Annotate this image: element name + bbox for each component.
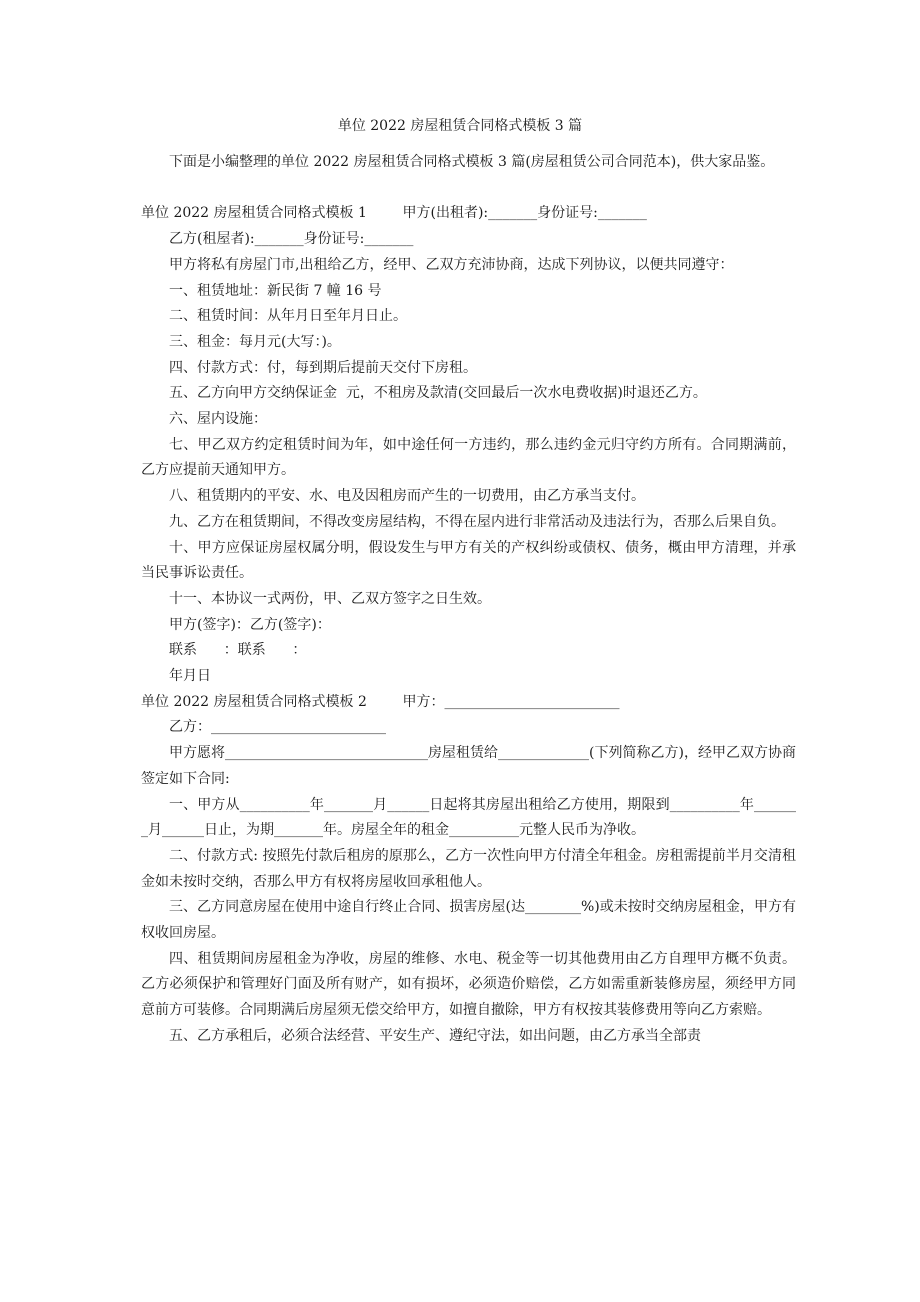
template1-clause: 三、租金：每月元(大写：)。	[169, 333, 341, 350]
spacer	[141, 176, 796, 202]
template1-clause: 八、租赁期内的平安、水、电及因租房而产生的一切费用，由乙方承当支付。	[169, 488, 645, 505]
template2-clause: 三、乙方同意房屋在使用中途自行终止合同、损害房屋(达________%)或未按时交纳房屋租金，甲方有权收回房屋。	[141, 899, 796, 942]
template1-clause: 九、乙方在租赁期间，不得改变房屋结构，不得在屋内进行非常活动及违法行为，否那么后果自负。	[169, 513, 785, 530]
template1-preamble: 甲方将私有房屋门市,出租给乙方，经甲、乙双方充沛协商，达成下列协议，以便共同遵守：	[169, 256, 734, 273]
template1-clause: 七、甲乙双方约定租赁时间为年，如中途任何一方违约，那么违约金元归守约方所有。合同期满前，乙方应提前天通知甲方。	[141, 436, 796, 479]
template1-date: 年月日	[169, 668, 211, 685]
intro-paragraph: 下面是小编整理的单位 2022 房屋租赁合同格式模板 3 篇(房屋租赁公司合同范本)，供大家品鉴。	[169, 154, 775, 170]
template2-clause: 一、甲方从__________年_______月______日起将其房屋出租给乙方使用，期限到__________年_______月______日止，为期_______年。房屋全年的租金__________元整人民币为净收。	[141, 796, 796, 839]
template2-clause: 二、付款方式: 按照先付款后租房的原那么，乙方一次性向甲方付清全年租金。房租需提前半月交清租金如未按时交纳，否那么甲方有权将房屋收回承租他人。	[141, 847, 796, 890]
template2-clause: 五、乙方承租后，必须合法经营、平安生产、遵纪守法，如出问题，由乙方承当全部责	[169, 1027, 701, 1044]
template1-clause: 六、屋内设施：	[169, 411, 267, 428]
template1-party-b: 乙方(租屋者):_______身份证号:_______	[169, 231, 414, 248]
template1-clause: 五、乙方向甲方交纳保证金 元，不租房及款清(交回最后一次水电费收据)时退还乙方。	[169, 385, 707, 402]
template2-party-b: 乙方：_________________________	[169, 719, 386, 736]
template1-clause: 十、甲方应保证房屋权属分明，假设发生与甲方有关的产权纠纷或债权、债务，概由甲方清理，并承当民事诉讼责任。	[141, 539, 796, 582]
template1-signatures: 甲方(签字)：乙方(签字)：	[169, 616, 331, 633]
template2-clause: 四、租赁期间房屋租金为净收，房屋的维修、水电、税金等一切其他费用由乙方自理甲方概不负责。乙方必须保护和管理好门面及所有财产，如有损坏，必须造价赔偿，乙方如需重新装修房屋，须经甲方同意前方可装修。合同期满后房屋须无偿交给甲方，如擅自撤除，甲方有权按其装修费用等向乙方索赔。	[141, 950, 796, 1019]
template2-preamble: 甲方愿将_____________________________房屋租赁给_____________(下列简称乙方)，经甲乙双方协商签定如下合同:	[141, 745, 796, 787]
document-body	[141, 150, 796, 1050]
template1-clause: 四、付款方式：付，每到期后提前天交付下房租。	[169, 359, 477, 376]
template1-clause: 十一、本协议一式两份，甲、乙双方签字之日生效。	[169, 590, 491, 607]
template1-heading: 单位 2022 房屋租赁合同格式模板 1 甲方(出租者):_______身份证号:_______	[141, 205, 647, 222]
template2-heading: 单位 2022 房屋租赁合同格式模板 2 甲方：_________________________	[141, 693, 620, 710]
template1-clause: 二、租赁时间：从年月日至年月日止。	[169, 308, 407, 325]
template1-contact: 联系 ：联系 ：	[169, 642, 307, 659]
document-title: 单位 2022 房屋租赁合同格式模板 3 篇	[337, 118, 583, 134]
template1-clause: 一、租赁地址：新民街 7 幢 16 号	[169, 282, 382, 299]
